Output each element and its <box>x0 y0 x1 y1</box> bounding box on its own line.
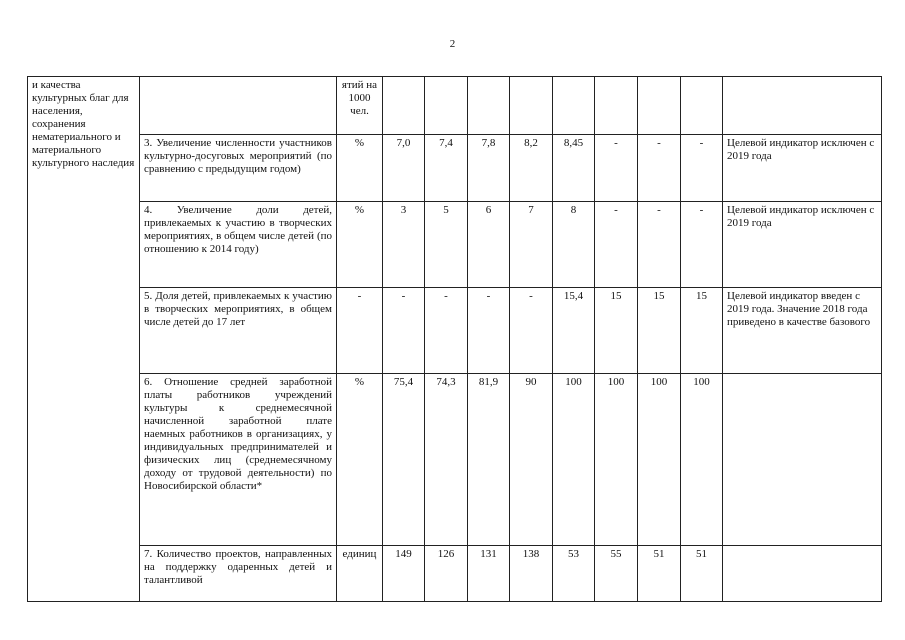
value-cell: - <box>383 288 425 374</box>
table-body <box>28 77 882 602</box>
value-cell: 81,9 <box>468 374 510 546</box>
indicator-name-cell: 3. Увеличение численности участников культурно-досуговых мероприятий (по сравнению с предыдущим годом) <box>140 135 337 202</box>
table-row <box>28 77 882 135</box>
value-cell: 7 <box>510 202 553 288</box>
value-cell <box>510 77 553 135</box>
value-cell: - <box>425 288 468 374</box>
value-cell <box>383 77 425 135</box>
value-cell: 8,2 <box>510 135 553 202</box>
indicator-name-cell: 5. Доля детей, привлекаемых к участию в творческих мероприятиях, в общем числе детей до 17 лет <box>140 288 337 374</box>
indicator-name-cell: 6. Отношение средней заработной платы работников учреждений культуры к среднемесячной начисленной заработной плате наемных работников в организациях, у индивидуальных предпринимателей и физических лиц (среднемесячному доходу от трудовой деятельности) по Новосибирской области* <box>140 374 337 546</box>
value-cell: 8 <box>553 202 595 288</box>
unit-cell: - <box>337 288 383 374</box>
value-cell: 15 <box>681 288 723 374</box>
value-cell: - <box>595 202 638 288</box>
value-cell: 126 <box>425 546 468 602</box>
value-cell: 138 <box>510 546 553 602</box>
unit-cell: % <box>337 374 383 546</box>
value-cell: 15 <box>595 288 638 374</box>
indicator-name-cell <box>140 77 337 135</box>
value-cell: 15,4 <box>553 288 595 374</box>
table-row <box>28 288 882 374</box>
value-cell: - <box>638 135 681 202</box>
value-cell: 100 <box>553 374 595 546</box>
value-cell: 3 <box>383 202 425 288</box>
value-cell: 90 <box>510 374 553 546</box>
table-row <box>28 546 882 602</box>
value-cell: 53 <box>553 546 595 602</box>
value-cell: 100 <box>681 374 723 546</box>
value-cell <box>468 77 510 135</box>
indicators-table <box>27 76 882 602</box>
note-cell <box>723 77 882 135</box>
value-cell: 51 <box>681 546 723 602</box>
value-cell: - <box>510 288 553 374</box>
value-cell: 8,45 <box>553 135 595 202</box>
value-cell: 7,0 <box>383 135 425 202</box>
value-cell: 74,3 <box>425 374 468 546</box>
note-cell <box>723 374 882 546</box>
value-cell: 149 <box>383 546 425 602</box>
unit-cell: % <box>337 135 383 202</box>
note-cell: Целевой индикатор исключен с 2019 года <box>723 135 882 202</box>
page-number: 2 <box>449 38 456 50</box>
value-cell: 15 <box>638 288 681 374</box>
unit-cell: единиц <box>337 546 383 602</box>
value-cell: - <box>468 288 510 374</box>
value-cell: 7,4 <box>425 135 468 202</box>
value-cell: 131 <box>468 546 510 602</box>
value-cell <box>638 77 681 135</box>
value-cell: 7,8 <box>468 135 510 202</box>
indicator-name-cell: 4. Увеличение доли детей, привлекаемых к участию в творческих мероприятиях, в общем числе детей (по отношению к 2014 году) <box>140 202 337 288</box>
value-cell: - <box>595 135 638 202</box>
value-cell: 100 <box>595 374 638 546</box>
value-cell <box>595 77 638 135</box>
unit-cell: % <box>337 202 383 288</box>
value-cell: - <box>638 202 681 288</box>
value-cell <box>681 77 723 135</box>
value-cell: 100 <box>638 374 681 546</box>
unit-cell: ятий на 1000 чел. <box>337 77 383 135</box>
note-cell: Целевой индикатор введен с 2019 года. Значение 2018 года приведено в качестве базового <box>723 288 882 374</box>
value-cell: - <box>681 135 723 202</box>
indicator-name-cell: 7. Количество проектов, направленных на поддержку одаренных детей и талантливой <box>140 546 337 602</box>
goal-description-cell: и качества культурных благ для населения, сохранения нематериального и материального культурного наследия <box>28 77 140 602</box>
value-cell: 6 <box>468 202 510 288</box>
value-cell <box>425 77 468 135</box>
table-row <box>28 374 882 546</box>
value-cell: 5 <box>425 202 468 288</box>
note-cell <box>723 546 882 602</box>
value-cell: - <box>681 202 723 288</box>
table-row <box>28 135 882 202</box>
note-cell: Целевой индикатор исключен с 2019 года <box>723 202 882 288</box>
value-cell: 51 <box>638 546 681 602</box>
value-cell: 75,4 <box>383 374 425 546</box>
value-cell <box>553 77 595 135</box>
value-cell: 55 <box>595 546 638 602</box>
table-row <box>28 202 882 288</box>
